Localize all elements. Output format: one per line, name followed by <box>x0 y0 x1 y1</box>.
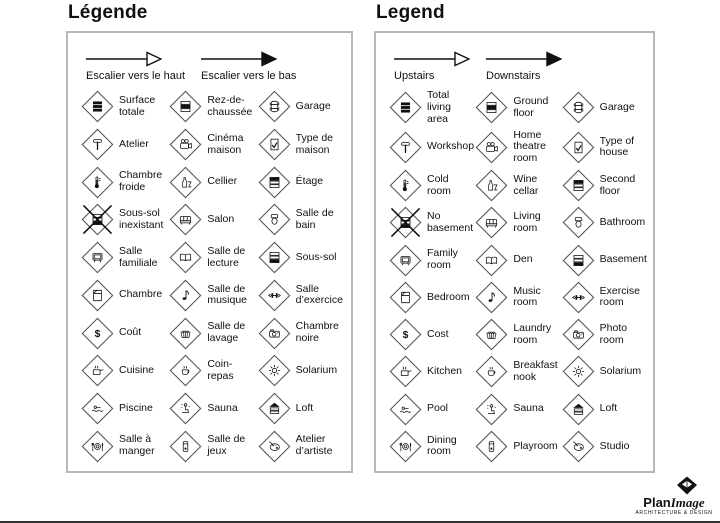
legend-item-label: Bedroom <box>427 290 470 303</box>
bedroom-icon <box>81 279 114 312</box>
legend-item-label: Solarium <box>599 365 642 377</box>
legend-item <box>474 167 560 204</box>
dining-room-icon <box>81 430 114 463</box>
legend-item <box>474 128 560 168</box>
laundry-room-icon <box>169 317 202 350</box>
legend-item-label: Salle de musique <box>207 282 248 307</box>
legend-title-english: Legend <box>376 2 445 23</box>
upstairs-label: Upstairs <box>394 70 435 82</box>
logo-text-image: Image <box>670 494 705 510</box>
planimage-logo-name <box>643 496 704 509</box>
bathroom-icon <box>562 206 595 239</box>
floor-ground-icon <box>169 90 202 123</box>
legend-item <box>474 242 560 279</box>
cold-room-icon <box>81 166 114 199</box>
exercise-room-icon <box>258 279 291 312</box>
workshop-icon <box>81 128 114 161</box>
legend-item-label: Salle d’exercice <box>295 282 343 307</box>
legend-item <box>388 353 474 390</box>
sauna-icon <box>475 393 508 426</box>
exercise-room-icon <box>562 281 595 314</box>
legend-item-label: Salle de lavage <box>207 320 246 345</box>
playroom-icon <box>475 430 508 463</box>
legend-title-french: Légende <box>68 2 148 23</box>
legend-panel-french <box>66 31 353 473</box>
legend-item <box>80 427 168 465</box>
legend-item-label: Sauna <box>207 401 238 414</box>
up-arrow-icon <box>394 51 470 67</box>
sauna-icon <box>169 392 202 425</box>
legend-item <box>168 88 256 126</box>
upstairs-arrow-block <box>86 51 185 82</box>
legend-item-label: Cinéma maison <box>207 131 244 156</box>
legend-item-label: Playroom <box>513 439 558 452</box>
legend-item <box>474 204 560 241</box>
music-room-icon <box>169 279 202 312</box>
floor-second-icon <box>562 169 595 202</box>
stair-arrows <box>86 51 345 82</box>
legend-item-label: Coût <box>119 326 142 339</box>
legend-item-label: Kitchen <box>427 365 463 377</box>
legend-item-label: Loft <box>599 402 618 415</box>
legend-item-label: Basement <box>599 253 647 266</box>
legend-item <box>257 163 345 201</box>
legend-grid-english <box>388 88 647 465</box>
legend-item-label: Atelier <box>119 137 149 150</box>
legend-item <box>561 88 647 128</box>
garage-icon <box>562 91 595 124</box>
laundry-room-icon <box>475 318 508 351</box>
legend-item-label: Sous-sol <box>295 250 337 263</box>
studio-icon <box>562 430 595 463</box>
family-room-icon <box>81 241 114 274</box>
playroom-icon <box>169 430 202 463</box>
legend-item-label: Salle familiale <box>119 244 158 269</box>
legend-item-label: Salle à manger <box>119 433 155 458</box>
solarium-icon <box>258 354 291 387</box>
legend-item <box>561 353 647 390</box>
legend-item-label: Garage <box>599 100 635 113</box>
downstairs-arrow-block <box>486 51 562 82</box>
legend-item-label: Cuisine <box>119 363 155 376</box>
kitchen-icon <box>389 355 422 388</box>
legend-item <box>388 128 474 168</box>
floor-basement-icon <box>258 241 291 274</box>
legend-item <box>561 391 647 428</box>
legend-item <box>168 239 256 277</box>
legend-item <box>80 352 168 390</box>
legend-item-label: Loft <box>295 401 314 414</box>
legend-item <box>80 239 168 277</box>
legend-item <box>168 201 256 239</box>
legend-item-label: Salle de lecture <box>207 244 246 269</box>
legend-item <box>388 242 474 279</box>
workshop-icon <box>389 131 422 164</box>
downstairs-label: Escalier vers le bas <box>201 70 297 82</box>
downstairs-arrow-block <box>201 51 296 82</box>
down-arrow-icon <box>201 51 277 67</box>
legend-item <box>80 201 168 239</box>
legend-item-label: Coin-repas <box>207 357 234 382</box>
legend-item-label: Studio <box>599 439 630 452</box>
legend-item-label: Étage <box>295 175 324 188</box>
no-basement-icon <box>389 206 422 239</box>
legend-item <box>561 128 647 168</box>
legend-item <box>561 167 647 204</box>
cost-icon <box>389 318 422 351</box>
legend-item-label: Solarium <box>295 363 338 376</box>
legend-item-label: Chambre froide <box>119 169 163 194</box>
planimage-logo-icon <box>674 475 700 496</box>
legend-item <box>80 390 168 428</box>
legend-item <box>257 88 345 126</box>
legend-item <box>80 88 168 126</box>
legend-item-label: Sauna <box>513 402 544 415</box>
floor-all-icon <box>389 91 422 124</box>
legend-item-label: Bathroom <box>599 216 646 228</box>
legend-item <box>80 314 168 352</box>
photo-room-icon <box>258 317 291 350</box>
logo-text-plan: Plan <box>643 494 671 510</box>
up-arrow-icon <box>86 51 162 67</box>
planimage-logo <box>634 475 714 517</box>
legend-item-label: Chambre noire <box>295 320 339 345</box>
cold-room-icon <box>389 169 422 202</box>
breakfast-nook-icon <box>169 354 202 387</box>
legend-item-label: Laundry room <box>513 321 552 346</box>
legend-item-label: Sous-sol inexistant <box>119 207 164 231</box>
legend-item <box>388 204 474 241</box>
legend-item-label: Family room <box>427 247 458 272</box>
legend-panel-english <box>374 31 655 473</box>
legend-item-label: Cost <box>427 327 449 340</box>
legend-item <box>388 428 474 465</box>
legend-item <box>80 276 168 314</box>
legend-item <box>168 163 256 201</box>
legend-item <box>168 314 256 352</box>
legend-item <box>388 279 474 316</box>
legend-item-label: Salle de jeux <box>207 433 246 458</box>
legend-item-label: Cellier <box>207 175 238 188</box>
legend-item-label: Exercise room <box>599 284 640 309</box>
loft-icon <box>258 392 291 425</box>
legend-item <box>561 204 647 241</box>
legend-item <box>168 352 256 390</box>
legend-item <box>257 352 345 390</box>
legend-item <box>257 201 345 239</box>
no-basement-icon <box>81 203 114 236</box>
studio-icon <box>258 430 291 463</box>
den-icon <box>475 244 508 277</box>
legend-item-label: Garage <box>295 99 331 112</box>
stair-arrows <box>394 51 647 82</box>
legend-grid-french <box>80 88 345 465</box>
type-of-house-icon <box>258 128 291 161</box>
home-theatre-icon <box>475 131 508 164</box>
loft-icon <box>562 393 595 426</box>
floor-second-icon <box>258 166 291 199</box>
kitchen-icon <box>81 354 114 387</box>
legend-item <box>561 242 647 279</box>
legend-item <box>257 239 345 277</box>
legend-item-label: Breakfast nook <box>513 359 558 383</box>
legend-item-label: Chambre <box>119 288 163 301</box>
legend-item <box>388 88 474 128</box>
wine-cellar-icon <box>475 169 508 202</box>
legend-item-label: Salon <box>207 213 235 226</box>
legend-item-label: Den <box>513 253 533 266</box>
legend-item-label: Home theatre room <box>513 128 547 165</box>
legend-item <box>80 126 168 164</box>
legend-item <box>168 427 256 465</box>
legend-item-label: Wine cellar <box>513 172 539 197</box>
legend-item <box>561 279 647 316</box>
pool-icon <box>389 393 422 426</box>
legend-item-label: Type de maison <box>295 131 334 156</box>
legend-item <box>561 316 647 353</box>
legend-item <box>257 126 345 164</box>
legend-item-label: Ground floor <box>513 95 549 119</box>
living-room-icon <box>169 203 202 236</box>
legend-item <box>561 428 647 465</box>
living-room-icon <box>475 206 508 239</box>
legend-item <box>257 314 345 352</box>
legend-item <box>474 391 560 428</box>
legend-item-label: Photo room <box>599 321 628 346</box>
legend-item <box>474 428 560 465</box>
legend-item-label: Piscine <box>119 401 153 414</box>
legend-item-label: Rez-de-chaussée <box>207 94 253 118</box>
legend-item <box>474 316 560 353</box>
legend-item-label: Dining room <box>427 433 457 458</box>
legend-item-label: Music room <box>513 284 541 309</box>
pool-icon <box>81 392 114 425</box>
cost-icon <box>81 317 114 350</box>
downstairs-label: Downstairs <box>486 70 541 82</box>
upstairs-arrow-block <box>394 51 470 82</box>
legend-item-label: Living room <box>513 210 541 234</box>
legend-item-label: Pool <box>427 402 449 415</box>
music-room-icon <box>475 281 508 314</box>
down-arrow-icon <box>486 51 562 67</box>
breakfast-nook-icon <box>475 355 508 388</box>
planimage-logo-tagline: ARCHITECTURE & DESIGN <box>635 510 713 516</box>
legend-item <box>474 353 560 390</box>
legend-item-label: Surface totale <box>119 94 156 118</box>
legend-item <box>257 427 345 465</box>
legend-item <box>168 390 256 428</box>
legend-item-label: Cold room <box>427 172 451 197</box>
bedroom-icon <box>389 281 422 314</box>
type-of-house-icon <box>562 131 595 164</box>
solarium-icon <box>562 355 595 388</box>
dining-room-icon <box>389 430 422 463</box>
legend-item <box>474 279 560 316</box>
upstairs-label: Escalier vers le haut <box>86 70 186 82</box>
legend-item <box>168 276 256 314</box>
legend-item <box>257 390 345 428</box>
legend-item-label: Workshop <box>427 140 475 153</box>
photo-room-icon <box>562 318 595 351</box>
home-theatre-icon <box>169 128 202 161</box>
legend-item-label: Total living area <box>427 89 451 125</box>
legend-item-label: Salle de bain <box>295 207 334 231</box>
garage-icon <box>258 90 291 123</box>
floor-basement-icon <box>562 244 595 277</box>
floor-all-icon <box>81 90 114 123</box>
legend-item <box>388 316 474 353</box>
bathroom-icon <box>258 203 291 236</box>
wine-cellar-icon <box>169 166 202 199</box>
legend-item-label: Second floor <box>599 172 636 197</box>
legend-item <box>388 167 474 204</box>
legend-item-label: Atelier d’artiste <box>295 433 333 458</box>
legend-item <box>257 276 345 314</box>
den-icon <box>169 241 202 274</box>
floor-ground-icon <box>475 91 508 124</box>
legend-item <box>80 163 168 201</box>
legend-item-label: Type of house <box>599 134 635 159</box>
legend-item-label: No basement <box>427 210 474 234</box>
legend-item <box>474 88 560 128</box>
legend-item <box>388 391 474 428</box>
legend-item <box>168 126 256 164</box>
family-room-icon <box>389 244 422 277</box>
